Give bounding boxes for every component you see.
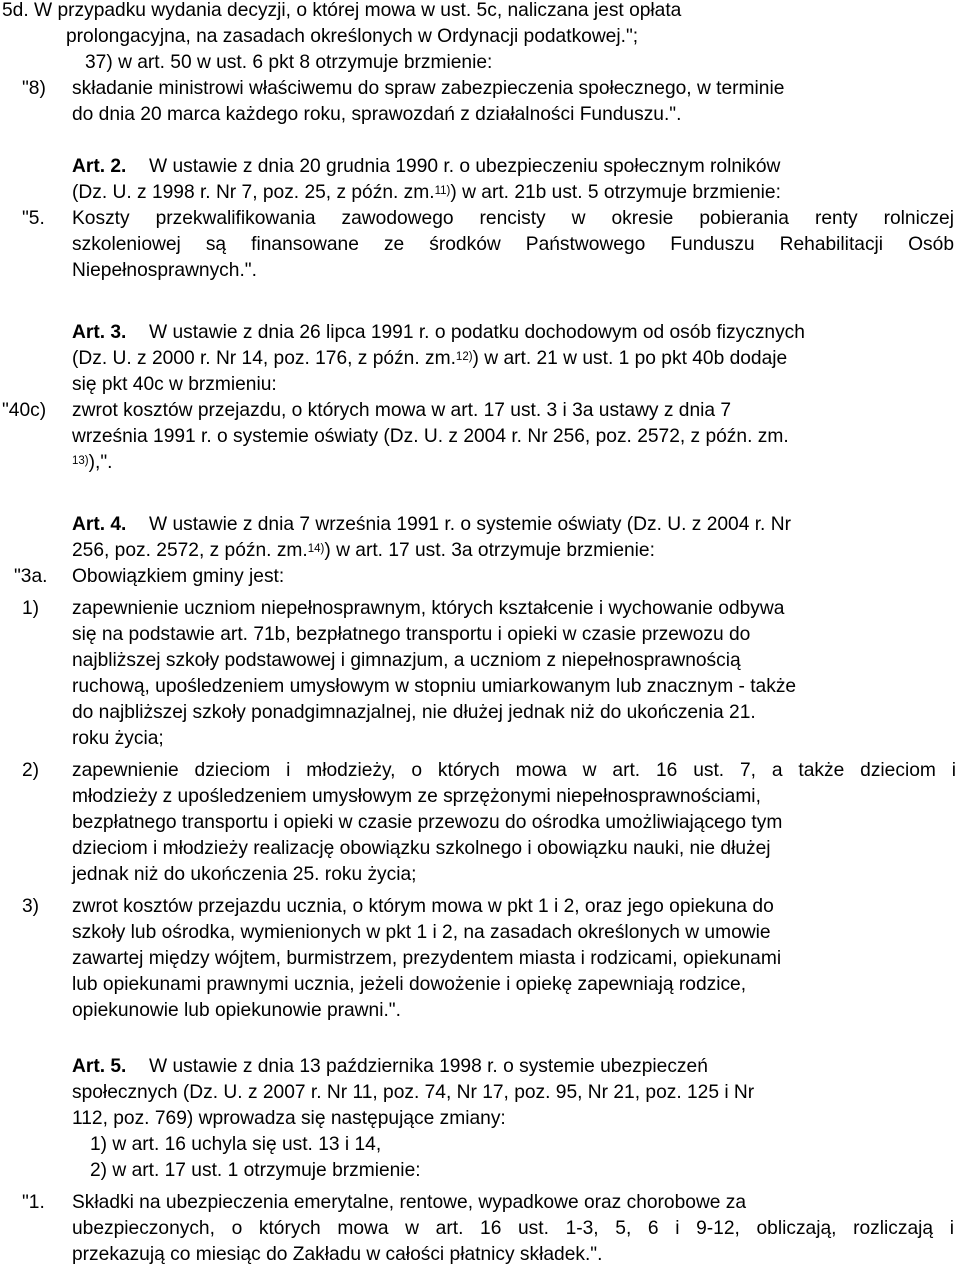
text-line: września 1991 r. o systemie oświaty (Dz. U. z 2004 r. Nr 256, poz. 2572, z późn. zm.	[72, 426, 789, 447]
item-marker: "5.	[22, 208, 45, 229]
text-line: jednak niż do ukończenia 25. roku życia;	[72, 864, 417, 885]
text-line: zawartej między wójtem, burmistrzem, prezydentem miasta i rodzicami, opiekunami	[72, 948, 782, 969]
text-line: dzieciom i młodzieży realizację obowiązku szkolnego i obowiązku nauki, nie dłużej	[72, 838, 771, 859]
text-line: bezpłatnego transportu i opieki w czasie przewozu do ośrodka umożliwiającego tym	[72, 812, 783, 833]
text-line: się pkt 40c w brzmieniu:	[72, 374, 277, 395]
text-line: 5d. W przypadku wydania decyzji, o której mowa w ust. 5c, naliczana jest opłata	[2, 0, 682, 21]
item-marker: "3a.	[14, 566, 48, 587]
text-line: W ustawie z dnia 7 września 1991 r. o systemie oświaty (Dz. U. z 2004 r. Nr	[149, 514, 791, 535]
text-line: W ustawie z dnia 20 grudnia 1990 r. o ubezpieczeniu społecznym rolników	[149, 156, 781, 177]
list-item: 2) w art. 17 ust. 1 otrzymuje brzmienie:	[90, 1160, 421, 1181]
text-line: społecznych (Dz. U. z 2007 r. Nr 11, poz. 74, Nr 17, poz. 95, Nr 21, poz. 125 i Nr	[72, 1082, 755, 1103]
text-line: szkoleniowej są finansowane ze środków Państwowego Funduszu Rehabilitacji Osób	[72, 234, 954, 255]
text-line: zapewnienie dzieciom i młodzieży, o których mowa w art. 16 ust. 7, a także dzieciom i	[72, 760, 956, 781]
text-line: (Dz. U. z 1998 r. Nr 7, poz. 25, z późn. zm.$^{11)}$) w art. 21b ust. 5 otrzymuje brzmienie:	[72, 182, 781, 203]
text-line: przekazują co miesiąc do Zakładu w całości płatnicy składek.".	[72, 1244, 603, 1265]
item-marker: "1.	[22, 1192, 45, 1213]
text-line: prolongacyjna, na zasadach określonych w Ordynacji podatkowej.";	[66, 26, 639, 47]
item-marker: 3)	[22, 896, 40, 917]
text-line: zwrot kosztów przejazdu, o których mowa w art. 17 ust. 3 i 3a ustawy z dnia 7	[72, 400, 732, 421]
text-line: lub opiekunami prawnymi ucznia, jeżeli dowożenie i opiekę zapewniają rodzice,	[72, 974, 747, 995]
list-item: 1) w art. 16 uchyla się ust. 13 i 14,	[90, 1134, 382, 1155]
text-line: 112, poz. 769) wprowadza się następujące zmiany:	[72, 1108, 506, 1129]
text-line: Koszty przekwalifikowania zawodowego rencisty w okresie pobierania renty rolniczej	[72, 208, 954, 229]
text-line: opiekunowie lub opiekunowie prawni.".	[72, 1000, 401, 1021]
article-heading: Art. 5.	[72, 1056, 127, 1077]
footnote-ref: 11)	[434, 185, 451, 197]
text-line: do dnia 20 marca każdego roku, sprawozdań z działalności Funduszu.".	[72, 104, 682, 125]
footnote-ref: 14)	[307, 543, 325, 555]
text-line: roku życia;	[72, 728, 164, 749]
text-line: zapewnienie uczniom niepełnosprawnym, których kształcenie i wychowanie odbywa	[72, 598, 785, 619]
text-line: zwrot kosztów przejazdu ucznia, o którym mowa w pkt 1 i 2, oraz jego opiekuna do	[72, 896, 774, 917]
text-line: Niepełnosprawnych.".	[72, 260, 257, 281]
article-heading: Art. 2.	[72, 156, 127, 177]
text-line: W ustawie z dnia 13 października 1998 r. o systemie ubezpieczeń	[149, 1056, 708, 1077]
footnote-ref: 12)	[455, 351, 473, 363]
text-line: (Dz. U. z 2000 r. Nr 14, poz. 176, z późn. zm.$^{12)}$) w art. 21 w ust. 1 po pkt 40b dodaje	[72, 348, 788, 369]
text-line: do najbliższej szkoły ponadgimnazjalnej, nie dłużej jednak niż do ukończenia 21.	[72, 702, 756, 723]
text-line: składanie ministrowi właściwemu do spraw zabezpieczenia społecznego, w terminie	[72, 78, 785, 99]
item-marker: "8)	[22, 78, 46, 99]
text-line: ruchową, upośledzeniem umysłowym w stopniu umiarkowanym lub znacznym - także	[72, 676, 797, 697]
item-marker: 1)	[22, 598, 40, 619]
text-line: 37) w art. 50 w ust. 6 pkt 8 otrzymuje brzmienie:	[85, 52, 493, 73]
text-line: Składki na ubezpieczenia emerytalne, rentowe, wypadkowe oraz chorobowe za	[72, 1192, 747, 1213]
text-line: szkoły lub ośrodka, wymienionych w pkt 1 i 2, na zasadach określonych w umowie	[72, 922, 771, 943]
text-line: się na podstawie art. 71b, bezpłatnego transportu i opieki w czasie przewozu do	[72, 624, 751, 645]
footnote-ref: 13)	[72, 455, 89, 467]
text-line: 256, poz. 2572, z późn. zm.$^{14)}$) w art. 17 ust. 3a otrzymuje brzmienie:	[72, 540, 655, 561]
text-line: ubezpieczonych, o których mowa w art. 16 ust. 1-3, 5, 6 i 9-12, obliczają, rozliczają i	[72, 1218, 954, 1239]
text-line: W ustawie z dnia 26 lipca 1991 r. o podatku dochodowym od osób fizycznych	[149, 322, 805, 343]
text-line: najbliższej szkoły podstawowej i gimnazjum, a uczniom z niepełnosprawnością	[72, 650, 741, 671]
item-marker: 2)	[22, 760, 40, 781]
text-line: $^{13)}$),".	[72, 452, 113, 473]
article-heading: Art. 3.	[72, 322, 127, 343]
item-marker: "40c)	[2, 400, 47, 421]
text-line: Obowiązkiem gminy jest:	[72, 566, 285, 587]
text-line: młodzieży z upośledzeniem umysłowym ze sprzężonymi niepełnosprawnościami,	[72, 786, 761, 807]
article-heading: Art. 4.	[72, 514, 127, 535]
